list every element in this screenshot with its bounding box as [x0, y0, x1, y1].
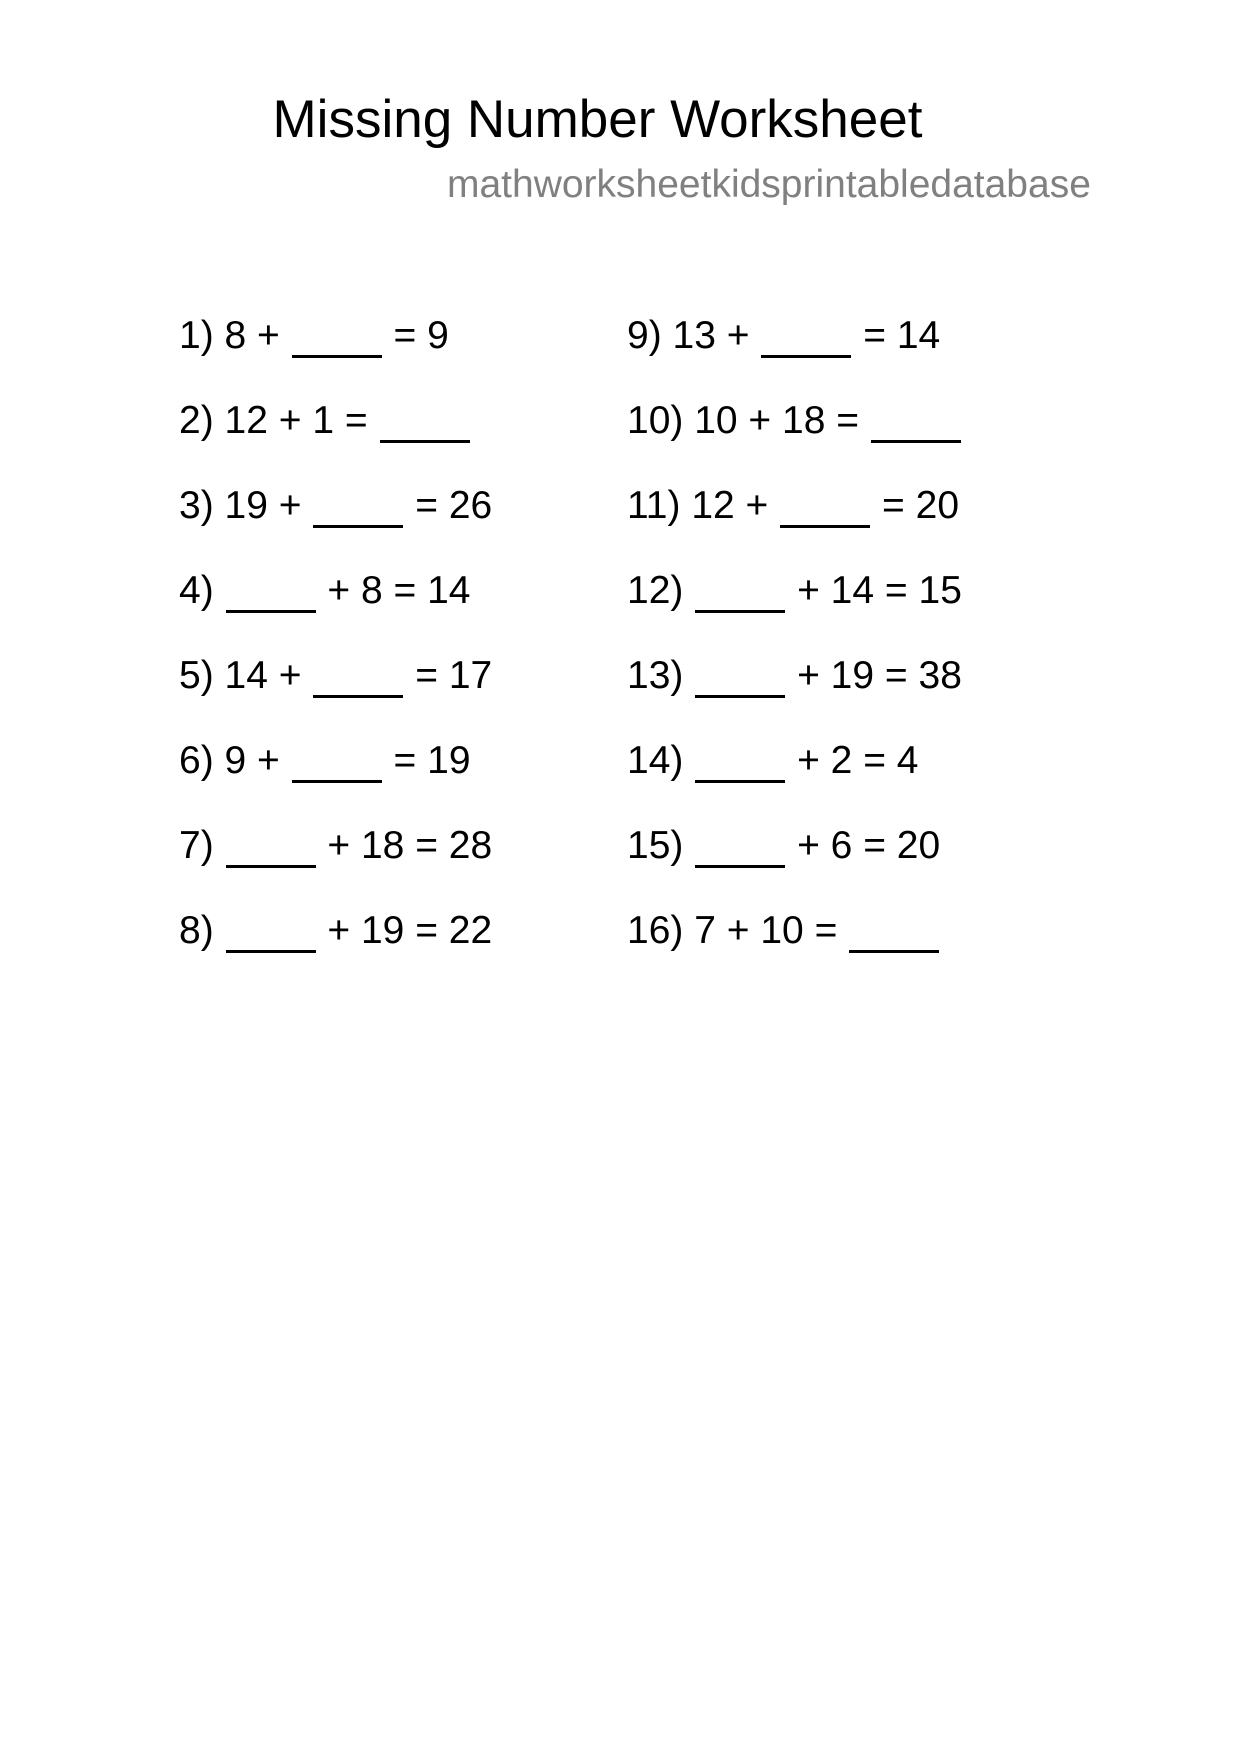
problem-item — [627, 563, 962, 648]
answer-blank[interactable] — [380, 401, 470, 443]
answer-blank[interactable] — [292, 741, 382, 783]
problem-number: 7) — [179, 824, 214, 867]
problem-number: 2) — [179, 399, 214, 442]
equation-text: 10 + 18 = — [694, 399, 860, 442]
problem-number: 1) — [179, 314, 214, 357]
problem-number: 4) — [179, 569, 214, 612]
problem-column-right — [627, 308, 962, 988]
equation-text: + 2 = 4 — [797, 739, 919, 782]
equation-text: 12 + 1 = — [224, 399, 368, 442]
answer-blank[interactable] — [226, 826, 316, 868]
equation-text: + 18 = 28 — [327, 824, 493, 867]
problem-number: 10) — [627, 399, 684, 442]
answer-blank[interactable] — [761, 316, 851, 358]
equation-text: 13 + — [672, 314, 750, 357]
equation-text: + 19 = 38 — [797, 654, 962, 697]
equation-text: 19 + — [224, 484, 302, 527]
problem-item — [179, 478, 492, 563]
answer-blank[interactable] — [313, 656, 403, 698]
problem-number: 9) — [627, 314, 662, 357]
problem-number: 12) — [627, 569, 684, 612]
equation-text: + 8 = 14 — [327, 569, 471, 612]
problem-number: 11) — [627, 484, 681, 527]
equation-text: = 14 — [863, 314, 941, 357]
equation-text: + 14 = 15 — [797, 569, 962, 612]
equation-text: 9 + — [224, 739, 280, 782]
problem-number: 14) — [627, 739, 684, 782]
answer-blank[interactable] — [695, 656, 785, 698]
equation-text: = 17 — [415, 654, 493, 697]
answer-blank[interactable] — [849, 911, 939, 953]
problem-item — [627, 308, 962, 393]
problem-item — [627, 478, 962, 563]
equation-text: 14 + — [224, 654, 302, 697]
watermark: mathworksheetkidsprintabledatabase — [447, 163, 1091, 206]
answer-blank[interactable] — [313, 486, 403, 528]
equation-text: = 19 — [393, 739, 471, 782]
problem-number: 8) — [179, 909, 214, 952]
answer-blank[interactable] — [226, 911, 316, 953]
problem-item — [179, 648, 492, 733]
problem-number: 16) — [627, 909, 684, 952]
problem-number: 13) — [627, 654, 684, 697]
problem-item — [179, 818, 492, 903]
answer-blank[interactable] — [695, 741, 785, 783]
answer-blank[interactable] — [695, 571, 785, 613]
problem-number: 5) — [179, 654, 214, 697]
equation-text: 12 + — [691, 484, 769, 527]
problem-item — [179, 733, 492, 818]
equation-text: + 19 = 22 — [327, 909, 493, 952]
problem-item — [179, 563, 492, 648]
problem-item — [627, 648, 962, 733]
equation-text: 7 + 10 = — [694, 909, 838, 952]
problem-item — [179, 903, 492, 988]
answer-blank[interactable] — [292, 316, 382, 358]
answer-blank[interactable] — [226, 571, 316, 613]
problem-number: 3) — [179, 484, 214, 527]
equation-text: = 26 — [415, 484, 493, 527]
problem-item — [627, 393, 962, 478]
equation-text: 8 + — [224, 314, 280, 357]
answer-blank[interactable] — [695, 826, 785, 868]
problem-item — [627, 818, 962, 903]
answer-blank[interactable] — [780, 486, 870, 528]
answer-blank[interactable] — [871, 401, 961, 443]
problem-column-left — [179, 308, 492, 988]
problem-item — [627, 903, 962, 988]
problem-item — [627, 733, 962, 818]
equation-text: = 20 — [882, 484, 960, 527]
problem-item — [179, 393, 492, 478]
equation-text: = 9 — [393, 314, 449, 357]
page-title: Missing Number Worksheet — [272, 90, 923, 149]
problem-item — [179, 308, 492, 393]
equation-text: + 6 = 20 — [797, 824, 941, 867]
problem-number: 15) — [627, 824, 684, 867]
problem-number: 6) — [179, 739, 214, 782]
